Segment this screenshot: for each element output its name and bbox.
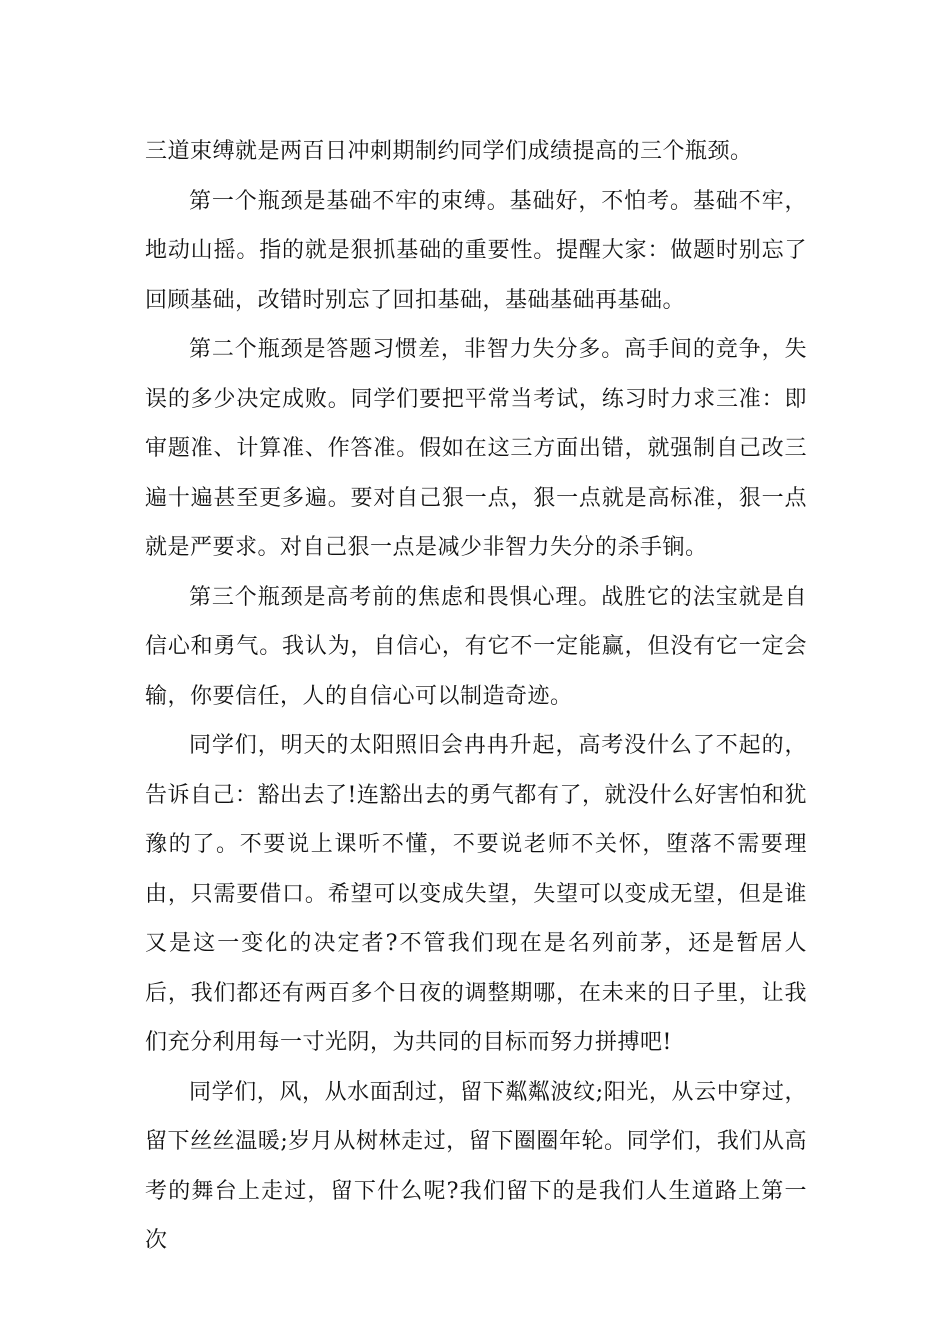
paragraph-3: 第二个瓶颈是答题习惯差，非智力失分多。高手间的竞争，失误的多少决定成败。同学们要把平常当考试，练习时力求三准：即审题准、计算准、作答准。假如在这三方面出错，就强制自己改三遍十遍甚至更多遍。要对自己狠一点，狠一点就是高标准，狠一点就是严要求。对自己狠一点是减少非智力失分的杀手锏。 [145, 337, 807, 560]
paragraph-1: 三道束缚就是两百日冲刺期制约同学们成绩提高的三个瓶颈。 [145, 139, 753, 164]
paragraph-2: 第一个瓶颈是基础不牢的束缚。基础好，不怕考。基础不牢，地动山摇。指的就是狠抓基础的重要性。提醒大家：做题时别忘了回顾基础，改错时别忘了回扣基础，基础基础再基础。 [145, 188, 807, 313]
paragraph-5: 同学们，明天的太阳照旧会冉冉升起，高考没什么了不起的，告诉自己：豁出去了!连豁出去的勇气都有了，就没什么好害怕和犹豫的了。不要说上课听不懂，不要说老师不关怀，堕落不需要理由，只需要借口。希望可以变成失望，失望可以变成无望，但是谁又是这一变化的决定者?不管我们现在是名列前茅，还是暂居人后，我们都还有两百多个日夜的调整期哪，在未来的日子里，让我们充分利用每一寸光阴，为共同的目标而努力拼搏吧! [145, 733, 807, 1055]
paragraph-6: 同学们，风，从水面刮过，留下粼粼波纹;阳光，从云中穿过，留下丝丝温暖;岁月从树林走过，留下圈圈年轮。同学们，我们从高考的舞台上走过，留下什么呢?我们留下的是我们人生道路上第一次 [145, 1079, 807, 1253]
document-body [145, 127, 807, 1266]
paragraph-4: 第三个瓶颈是高考前的焦虑和畏惧心理。战胜它的法宝就是自信心和勇气。我认为，自信心，有它不一定能赢，但没有它一定会输，你要信任，人的自信心可以制造奇迹。 [145, 584, 807, 709]
